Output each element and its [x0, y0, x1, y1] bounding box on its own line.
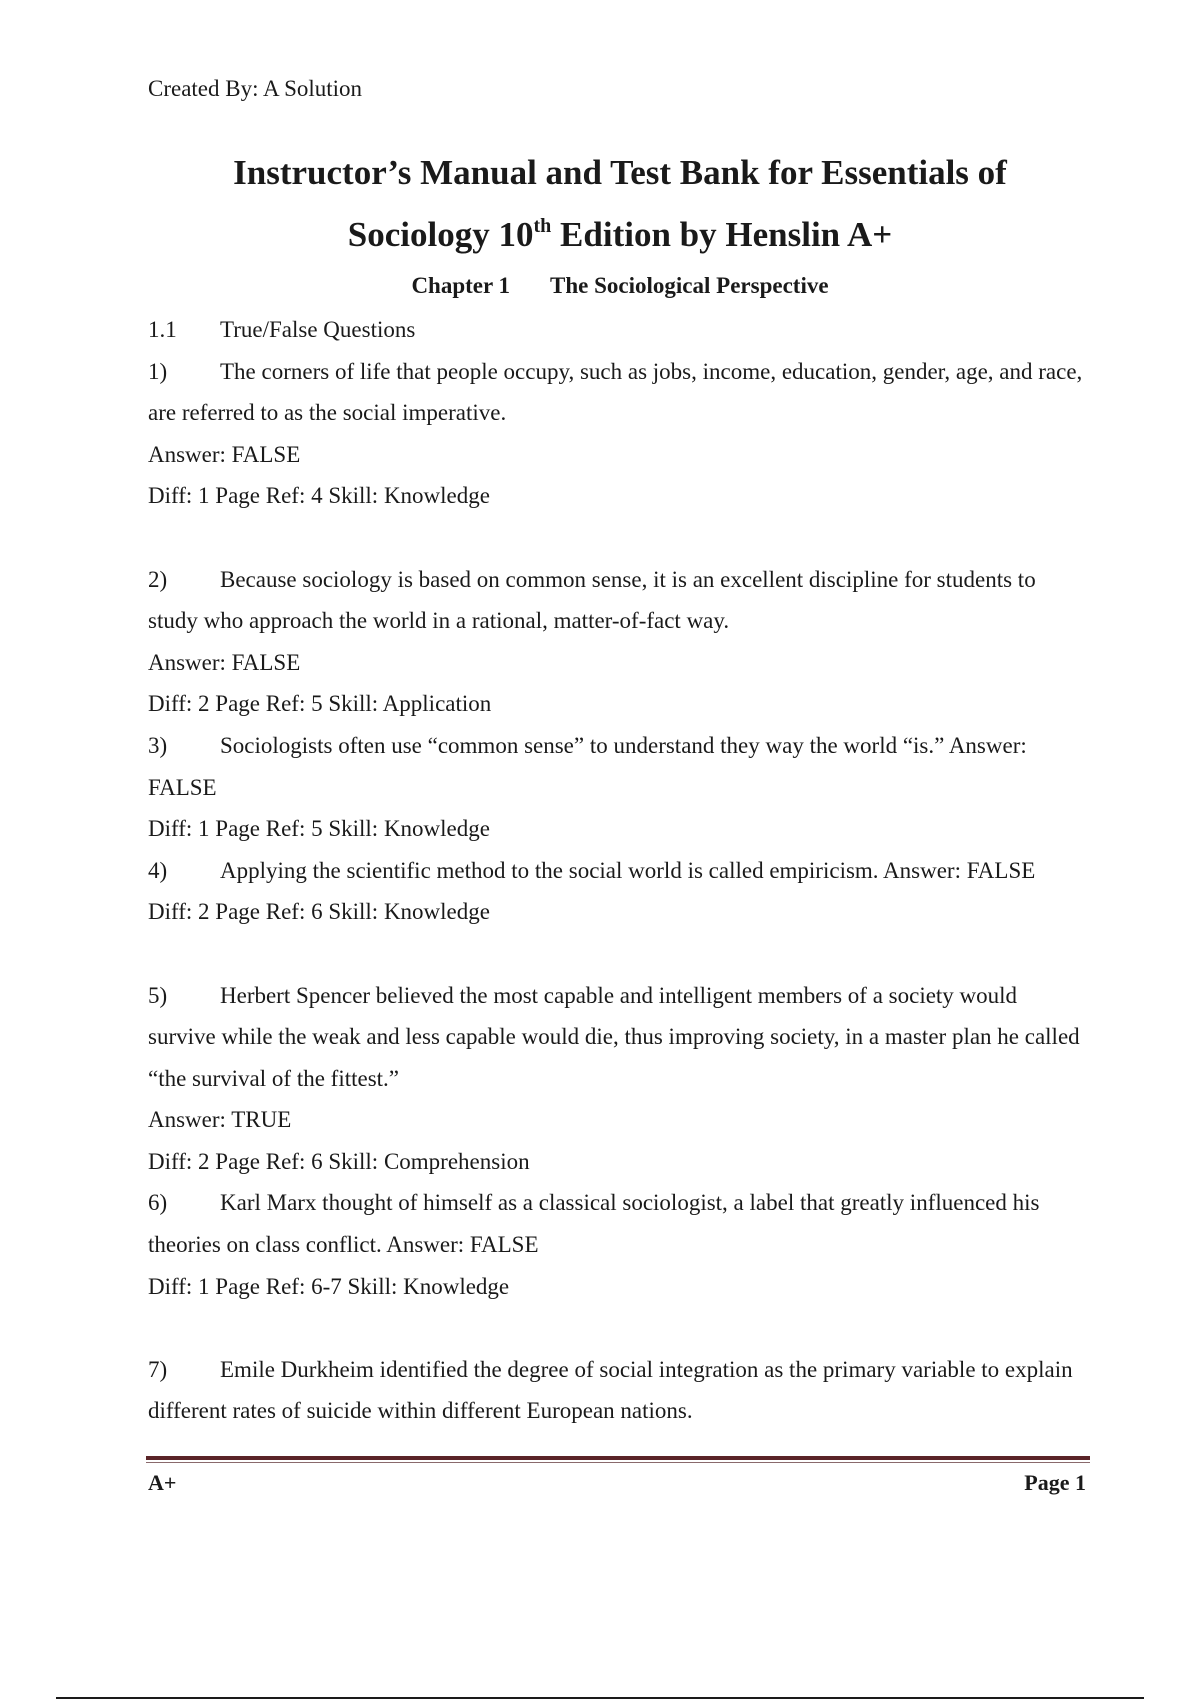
- section-title: True/False Questions: [220, 317, 416, 342]
- question-text: 4) Applying the scientific method to the social world is called empiricism. Answer: FALSE: [148, 850, 1086, 892]
- title-superscript: th: [533, 215, 552, 237]
- question-text: 3) Sociologists often use “common sense” to understand they way the world “is.” Answer: FALSE: [148, 725, 1086, 808]
- chapter-heading: [130, 273, 1110, 299]
- footer-rule-thin: [146, 1462, 1090, 1463]
- chapter-name: The Sociological Perspective: [550, 273, 829, 298]
- question-text: 6) Karl Marx thought of himself as a classical sociologist, a label that greatly influenced his theories on class conflict. Answer: FALSE: [148, 1182, 1086, 1265]
- question-meta: Diff: 2 Page Ref: 5 Skill: Application: [148, 691, 492, 717]
- chapter-label: Chapter 1: [411, 273, 511, 298]
- question-number: 2): [148, 566, 168, 592]
- title-line-1: Instructor’s Manual and Test Bank for Essentials of: [233, 153, 1007, 192]
- question-meta: Diff: 2 Page Ref: 6 Skill: Comprehension: [148, 1148, 530, 1174]
- question-text: 5) Herbert Spencer believed the most capable and intelligent members of a society would survive while the weak and less capable would die, thus improving society, in a master plan he called “the survival of the fittest.”: [148, 975, 1086, 1100]
- question-answer: Answer: FALSE: [148, 649, 301, 675]
- question-text: 7) Emile Durkheim identified the degree of social integration as the primary variable to explain different rates of suicide within different European nations.: [148, 1349, 1086, 1432]
- question-number: 5): [148, 982, 168, 1008]
- question-meta: Diff: 1 Page Ref: 5 Skill: Knowledge: [148, 816, 490, 842]
- page-number: Page 1: [1024, 1470, 1086, 1495]
- question-number: 3): [148, 732, 168, 758]
- page-bottom-divider: [56, 1697, 1144, 1699]
- title-line-2-end: Edition by Henslin A+: [551, 215, 893, 254]
- footer-rule: [146, 1456, 1090, 1460]
- title-line-2-start: Sociology 10: [347, 215, 534, 254]
- section-number: 1.1: [148, 317, 177, 342]
- footer-left: A+: [148, 1470, 177, 1495]
- question-number: 4): [148, 857, 168, 883]
- question-meta: Diff: 1 Page Ref: 4 Skill: Knowledge: [148, 483, 490, 509]
- question-number: 1): [148, 358, 168, 384]
- question-answer: Answer: FALSE: [148, 441, 301, 467]
- document-title: [130, 142, 1110, 266]
- question-text: 2) Because sociology is based on common sense, it is an excellent discipline for students to study who approach the world in a rational, matter-of-fact way.: [148, 559, 1086, 642]
- section-heading: [148, 309, 1086, 351]
- question-answer: Answer: TRUE: [148, 1107, 292, 1133]
- question-number: 6): [148, 1190, 168, 1216]
- created-by: Created By: A Solution: [148, 76, 363, 101]
- question-number: 7): [148, 1356, 168, 1382]
- title-line-2: [130, 204, 1110, 266]
- question-meta: Diff: 1 Page Ref: 6-7 Skill: Knowledge: [148, 1273, 510, 1299]
- content: [148, 309, 1086, 1432]
- question-text: 1) The corners of life that people occupy, such as jobs, income, education, gender, age, and race, are referred to as the social imperative.: [148, 351, 1086, 434]
- question-meta: Diff: 2 Page Ref: 6 Skill: Knowledge: [148, 899, 490, 925]
